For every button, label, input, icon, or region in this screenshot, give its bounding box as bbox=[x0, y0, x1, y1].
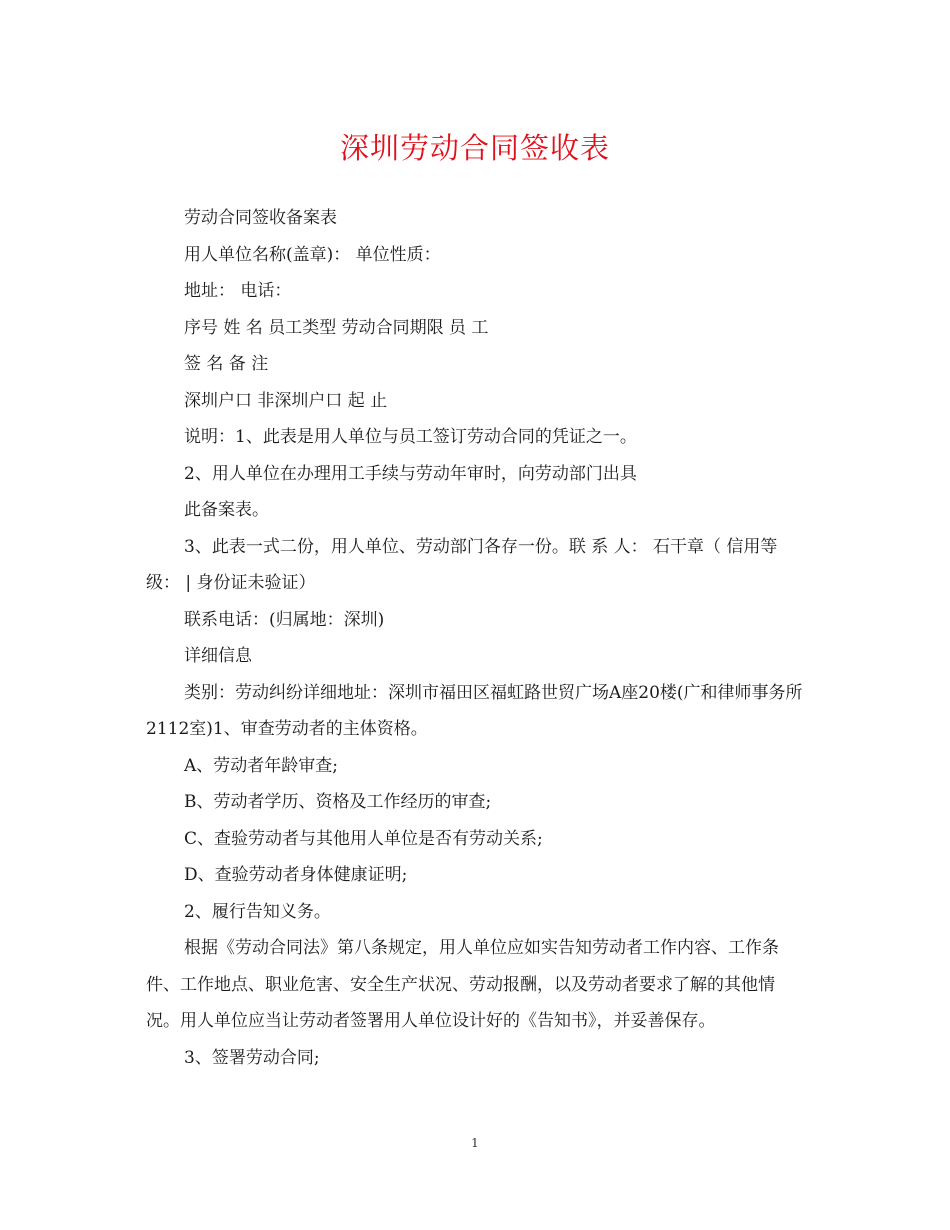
paragraph: B、劳动者学历、资格及工作经历的审查; bbox=[184, 792, 492, 812]
paragraph: 3、此表一式二份，用人单位、劳动部门各存一份。联 系 人： 石干章（ 信用等级： | 身份证未验证） bbox=[146, 536, 778, 593]
paragraph: 用人单位名称(盖章)： 单位性质： bbox=[184, 244, 441, 265]
paragraph: 签 名 备 注 bbox=[184, 354, 269, 374]
paragraph: D、查验劳动者身体健康证明; bbox=[184, 865, 408, 885]
document-body bbox=[146, 200, 806, 1076]
paragraph: 联系电话：(归属地：深圳) bbox=[184, 609, 385, 630]
paragraph: 2、用人单位在办理用工手续与劳动年审时，向劳动部门出具 bbox=[184, 463, 637, 484]
paragraph: 类别：劳动纠纷详细地址：深圳市福田区福虹路世贸广场A座20楼(广和律师事务所2112室)1、审查劳动者的主体资格。 bbox=[146, 682, 803, 739]
paragraph: 根据《劳动合同法》第八条规定，用人单位应如实告知劳动者工作内容、工作条件、工作地点、职业危害、安全生产状况、劳动报酬，以及劳动者要求了解的其他情况。用人单位应当让劳动者签署用人单位设计好的《告知书》，并妥善保存。 bbox=[146, 938, 779, 1031]
paragraph: 2、履行告知义务。 bbox=[184, 901, 331, 922]
paragraph: 劳动合同签收备案表 bbox=[184, 208, 337, 228]
paragraph: 说明：1、此表是用人单位与员工签订劳动合同的凭证之一。 bbox=[184, 427, 637, 447]
paragraph: 详细信息 bbox=[184, 646, 252, 666]
paragraph: 地址： 电话： bbox=[184, 281, 292, 301]
paragraph: C、查验劳动者与其他用人单位是否有劳动关系; bbox=[184, 828, 543, 849]
paragraph: 序号 姓 名 员工类型 劳动合同期限 员 工 bbox=[184, 317, 489, 338]
paragraph: 深圳户口 非深圳户口 起 止 bbox=[184, 390, 388, 411]
paragraph: 此备案表。 bbox=[184, 500, 269, 520]
page-number: 1 bbox=[471, 1136, 479, 1150]
document-title: 深圳劳动合同签收表 bbox=[339, 131, 610, 165]
paragraph: 3、签署劳动合同; bbox=[184, 1047, 320, 1068]
paragraph: A、劳动者年龄审查; bbox=[184, 755, 339, 776]
